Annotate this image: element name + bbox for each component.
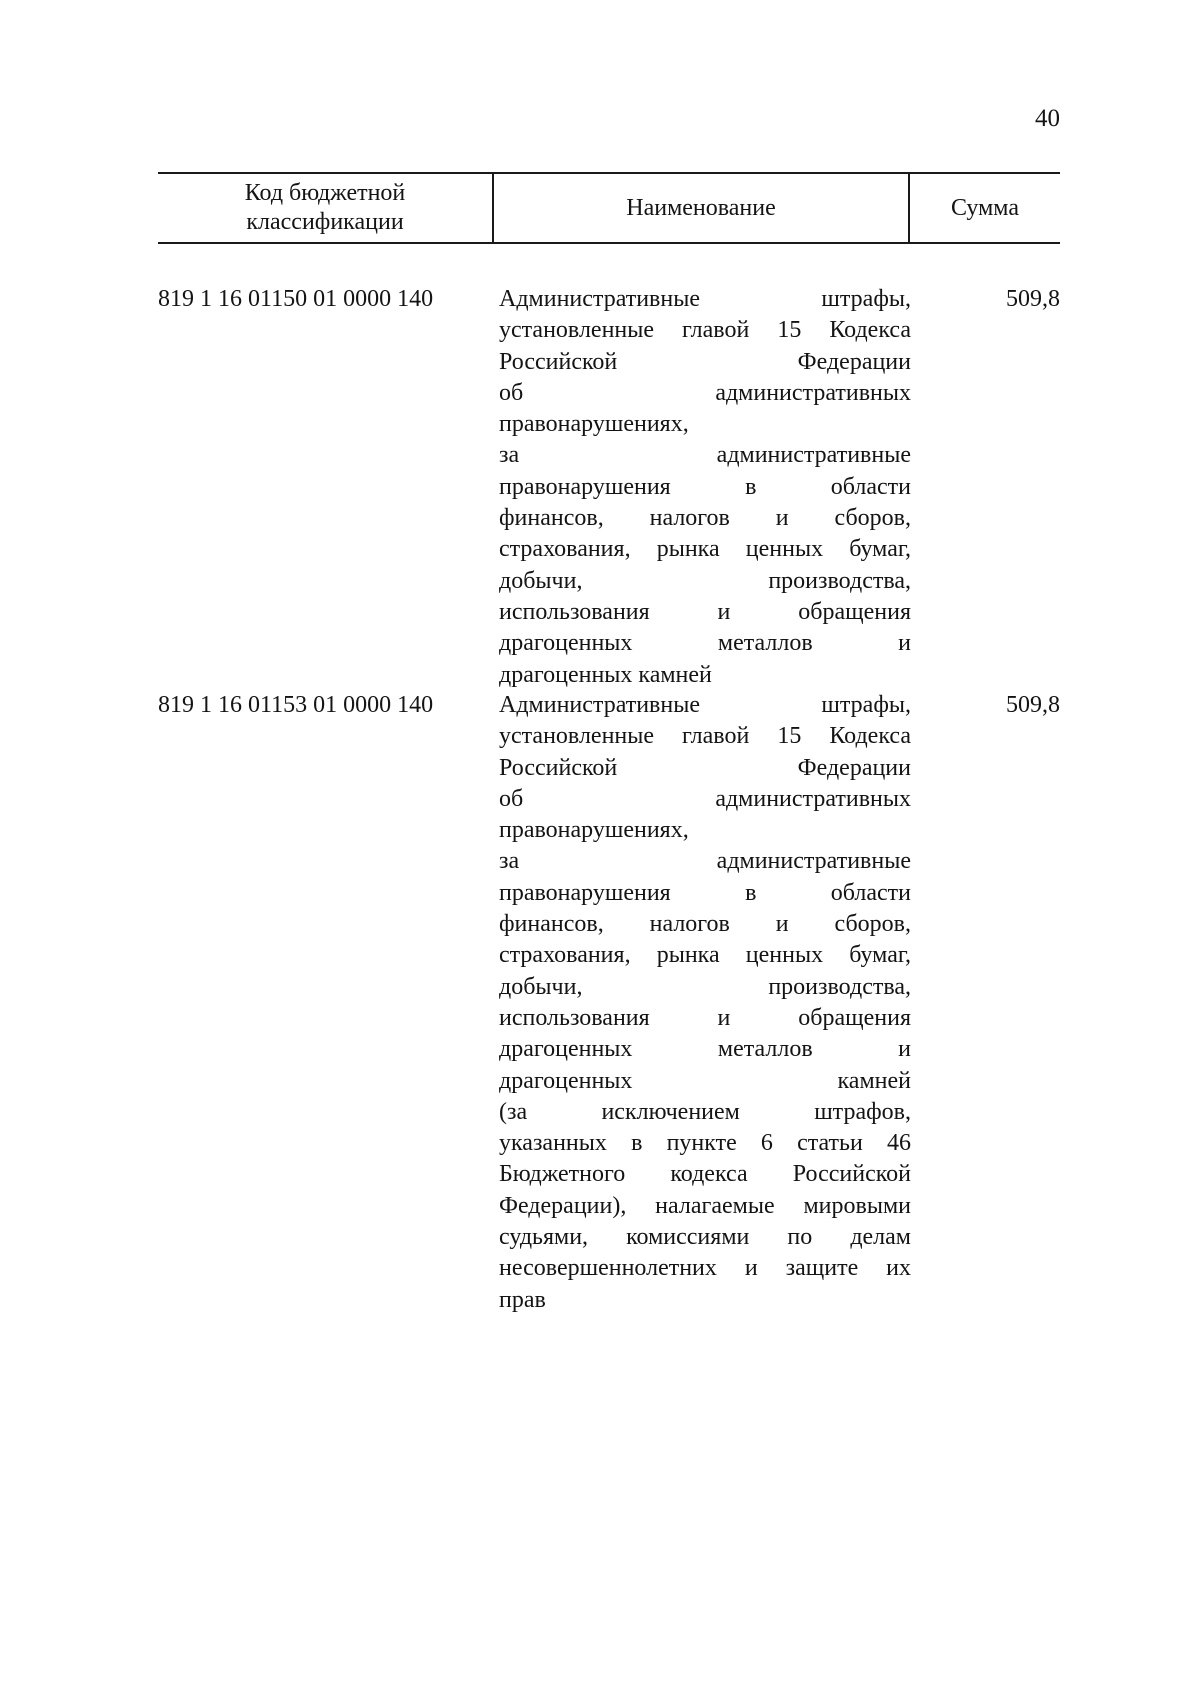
name-line: правонарушения в области: [499, 879, 911, 906]
name-line: за административные: [499, 848, 911, 875]
row-sum: 509,8: [1006, 286, 1060, 312]
name-line: драгоценных камней: [499, 661, 712, 688]
header-name: Наименование: [492, 174, 910, 242]
name-line: судьями, комиссиями по делам: [499, 1224, 911, 1251]
row-sum: 509,8: [1006, 692, 1060, 718]
name-line: драгоценных камней: [499, 1067, 911, 1094]
name-line: об административных: [499, 785, 911, 812]
name-line: страхования, рынка ценных бумаг,: [499, 536, 911, 563]
name-line: Федерации), налагаемые мировыми: [499, 1192, 911, 1219]
name-line: использования и обращения: [499, 1004, 911, 1031]
name-line: Административные штрафы,: [499, 286, 911, 312]
name-line: страхования, рынка ценных бумаг,: [499, 942, 911, 969]
name-line: драгоценных металлов и: [499, 630, 911, 657]
table-header: [158, 172, 1060, 244]
name-line: драгоценных металлов и: [499, 1036, 911, 1063]
name-line: Российской Федерации: [499, 754, 911, 781]
name-line: добычи, производства,: [499, 567, 911, 594]
name-line: установленные главой 15 Кодекса: [499, 723, 911, 750]
name-line: указанных в пункте 6 статьи 46: [499, 1130, 911, 1157]
row-code: 819 1 16 01153 01 0000 140: [158, 692, 434, 718]
name-line: правонарушениях,: [499, 817, 689, 844]
name-line: добычи, производства,: [499, 973, 911, 1000]
name-line: об административных: [499, 379, 911, 406]
name-line: установленные главой 15 Кодекса: [499, 317, 911, 344]
name-line: прав: [499, 1286, 546, 1313]
name-line: несовершеннолетних и защите их: [499, 1255, 911, 1282]
name-line: финансов, налогов и сборов,: [499, 911, 911, 938]
name-line: правонарушениях,: [499, 411, 689, 438]
name-line: использования и обращения: [499, 598, 911, 625]
row-name: [499, 284, 911, 691]
name-line: (за исключением штрафов,: [499, 1098, 911, 1125]
row-name: [499, 690, 911, 1316]
page-number: 40: [1035, 105, 1060, 132]
name-line: за административные: [499, 442, 911, 469]
name-line: Российской Федерации: [499, 348, 911, 375]
header-sum: Сумма: [951, 194, 1019, 221]
row-code: 819 1 16 01150 01 0000 140: [158, 286, 434, 312]
name-line: правонарушения в области: [499, 473, 911, 500]
name-line: финансов, налогов и сборов,: [499, 505, 911, 532]
header-code: Код бюджетной классификации: [244, 180, 406, 235]
name-line: Административные штрафы,: [499, 692, 911, 718]
name-line: Бюджетного кодекса Российской: [499, 1161, 911, 1188]
